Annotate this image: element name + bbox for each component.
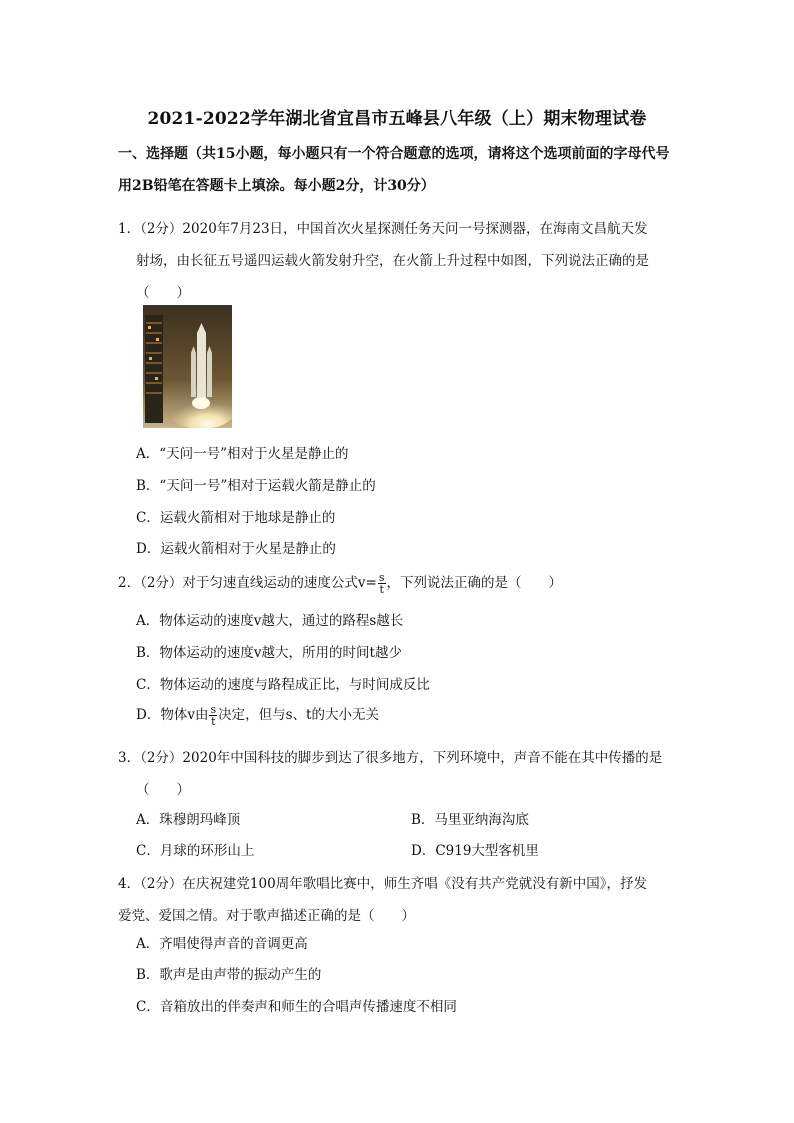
section-heading bbox=[118, 138, 698, 202]
option-d: D．C919大型客机里 bbox=[411, 843, 539, 859]
option-b: B．物体运动的速度v越大，所用的时间t越少 bbox=[136, 645, 402, 661]
question-text: 射场，由长征五号遥四运载火箭发射升空，在火箭上升过程中如图，下列说法正确的是 bbox=[136, 253, 649, 269]
question-text: 4．（2分）在庆祝建党100周年歌唱比赛中，师生齐唱《没有共产党就没有新中国》，抒发 bbox=[118, 876, 647, 892]
option-fraction bbox=[209, 704, 217, 727]
question-4 bbox=[118, 868, 678, 932]
question-2 bbox=[118, 566, 678, 600]
speed-formula-fraction bbox=[378, 572, 386, 595]
option-c: C．物体运动的速度与路程成正比，与时间成反比 bbox=[136, 677, 430, 693]
fraction-numerator: s bbox=[210, 703, 217, 716]
option-a: A．齐唱使得声音的音调更高 bbox=[136, 936, 308, 952]
option-a: A．珠穆朗玛峰顶 bbox=[136, 812, 241, 828]
question-text: ，下列说法正确的是（ ） bbox=[386, 575, 563, 591]
option-d bbox=[136, 703, 379, 727]
option-text: 决定，但与s、t的大小无关 bbox=[218, 707, 379, 723]
question-answer-blank: （ ） bbox=[136, 285, 190, 301]
question-text: 1．（2分）2020年7月23日，中国首次火星探测任务天问一号探测器，在海南文昌航天发 bbox=[118, 221, 648, 237]
option-c: C．运载火箭相对于地球是静止的 bbox=[136, 510, 336, 526]
option-a: A．物体运动的速度v越大，通过的路程s越长 bbox=[136, 613, 404, 629]
option-b: B．“天问一号”相对于运载火箭是静止的 bbox=[136, 478, 376, 494]
question-text: 3．（2分）2020年中国科技的脚步到达了很多地方，下列环境中，声音不能在其中传播的是 bbox=[118, 750, 663, 766]
question-text: 2．（2分）对于匀速直线运动的速度公式v= bbox=[118, 575, 377, 591]
page-title: 2021-2022学年湖北省宜昌市五峰县八年级（上）期末物理试卷 bbox=[147, 109, 647, 129]
question-text: 爱党、爱国之情。对于歌声描述正确的是（ ） bbox=[118, 908, 415, 924]
question-3 bbox=[118, 742, 678, 806]
question-answer-blank: （ ） bbox=[136, 782, 190, 798]
option-b: B．歌声是由声带的振动产生的 bbox=[136, 967, 322, 983]
section-heading-line: 一、选择题（共15小题，每小题只有一个符合题意的选项，请将这个选项前面的字母代号 bbox=[118, 146, 670, 162]
section-heading-line: 用2B铅笔在答题卡上填涂。每小题2分，计30分） bbox=[118, 178, 435, 194]
fraction-denominator: t bbox=[379, 583, 384, 596]
rocket-launch-illustration bbox=[143, 305, 232, 428]
option-c: C．月球的环形山上 bbox=[136, 843, 255, 859]
fraction-denominator: t bbox=[211, 715, 216, 728]
fraction-numerator: s bbox=[378, 571, 385, 584]
option-text: D．物体v由 bbox=[136, 707, 209, 723]
option-b: B．马里亚纳海沟底 bbox=[411, 812, 529, 828]
rocket-launch-image bbox=[143, 305, 232, 428]
question-1 bbox=[118, 213, 678, 309]
option-c: C．音箱放出的伴奏声和师生的合唱声传播速度不相同 bbox=[136, 999, 457, 1015]
option-a: A．“天问一号”相对于火星是静止的 bbox=[136, 446, 349, 462]
option-d: D．运载火箭相对于火星是静止的 bbox=[136, 541, 336, 557]
